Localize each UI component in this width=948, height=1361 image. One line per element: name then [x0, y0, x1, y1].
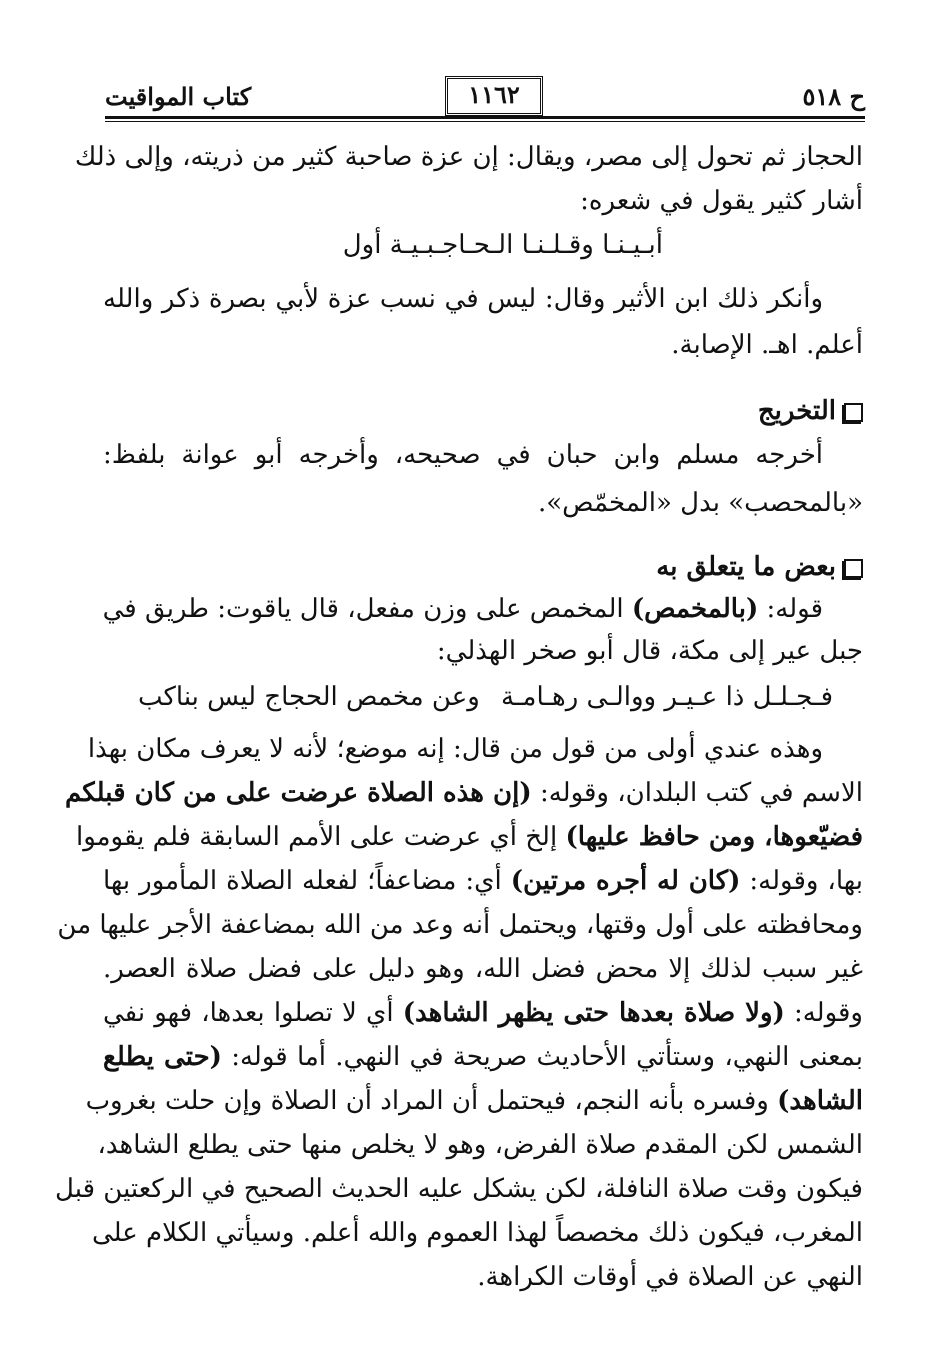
text-line: الشمس لكن المقدم صلاة الفرض، وهو لا يخلص منها حتى يطلع الشاهد، — [97, 1130, 863, 1160]
text-line: الشاهد) وفسره بأنه النجم، فيحتمل أن المراد أن الصلاة وإن حلت بغروب — [85, 1086, 863, 1116]
verse-right-hemistich: فـجـلـل ذا عـيـر ووالـى رهـامـة — [501, 682, 833, 712]
text-line: المغرب، فيكون ذلك مخصصاً لهذا العموم والله أعلم. وسيأتي الكلام على — [92, 1218, 863, 1248]
page-number: ١١٦٢ — [445, 76, 543, 116]
quoted-phrase: الشاهد) — [777, 1086, 863, 1116]
text-line: ومحافظته على أول وقتها، ويحتمل أنه وعد من الله بمضاعفة الأجر عليها من — [57, 910, 863, 940]
square-bullet-icon — [844, 559, 863, 578]
section-heading-label: بعض ما يتعلق به — [656, 552, 836, 582]
text-line: بها، وقوله: (كان له أجره مرتين) أي: مضاعفاً؛ لفعله الصلاة المأمور بها — [103, 866, 863, 896]
text-line: وهذه عندي أولى من قول من قال: إنه موضع؛ لأنه لا يعرف مكان بهذا — [87, 734, 823, 764]
section-heading-takhrij — [758, 396, 863, 426]
hadith-number: ح ٥١٨ — [802, 82, 865, 111]
text-line: جبل عير إلى مكة، قال أبو صخر الهذلي: — [436, 636, 863, 666]
text-line: الاسم في كتب البلدان، وقوله: (إن هذه الصلاة عرضت على من كان قبلكم — [64, 778, 863, 808]
quoted-phrase: (إن هذه الصلاة عرضت على من كان قبلكم — [64, 778, 532, 808]
square-bullet-icon — [844, 403, 863, 422]
text-line: وقوله: (ولا صلاة بعدها حتى يظهر الشاهد) أي لا تصلوا بعدها، فهو نفي — [103, 998, 863, 1028]
text-line: غير سبب لذلك إلا محض فضل الله، وهو دليل على فضل صلاة العصر. — [103, 954, 863, 984]
text-line: قوله: (بالمخمص) المخمص على وزن مفعل، قال ياقوت: طريق في — [102, 594, 823, 624]
quoted-phrase: (ولا صلاة بعدها حتى يظهر الشاهد) — [402, 998, 785, 1028]
text-line: الحجاز ثم تحول إلى مصر، ويقال: إن عزة صاحبة كثير من ذريته، وإلى ذلك — [74, 142, 863, 172]
quoted-phrase: فضيّعوها، ومن حافظ عليها) — [565, 822, 863, 852]
text-line: أشار كثير يقول في شعره: — [580, 186, 863, 216]
quoted-phrase: (بالمخمص) — [631, 594, 759, 624]
verse-line: أبـيـنـا وقـلـنـا الـحـاجـبـيـة أول — [342, 230, 663, 260]
text-line: «بالمحصب» بدل «المخمّص». — [537, 488, 863, 518]
text-line: فضيّعوها، ومن حافظ عليها) إلخ أي عرضت على الأمم السابقة فلم يقوموا — [75, 822, 863, 852]
text-line: بمعنى النهي، وستأتي الأحاديث صريحة في النهي. أما قوله: (حتى يطلع — [103, 1042, 863, 1072]
page-header — [105, 76, 865, 122]
header-rule — [105, 116, 865, 119]
quoted-phrase: (كان له أجره مرتين) — [510, 866, 741, 896]
text-line: أخرجه مسلم وابن حبان في صحيحه، وأخرجه أبو عوانة بلفظ: — [103, 440, 824, 470]
section-heading-label: التخريج — [757, 396, 836, 426]
verse-left-hemistich: وعن مخمص الحجاج ليس بناكب — [138, 682, 480, 712]
quoted-phrase: (حتى يطلع — [103, 1042, 222, 1072]
header-rule-thin — [105, 121, 865, 122]
section-heading-related — [656, 552, 863, 582]
text-line: فيكون وقت صلاة النافلة، لكن يشكل عليه الحديث الصحيح في الركعتين قبل — [55, 1174, 863, 1204]
text-line: وأنكر ذلك ابن الأثير وقال: ليس في نسب عزة لأبي بصرة ذكر والله — [103, 284, 823, 314]
text-line: أعلم. اهـ. الإصابة. — [671, 330, 863, 360]
text-line: النهي عن الصلاة في أوقات الكراهة. — [477, 1262, 863, 1292]
book-title: كتاب المواقيت — [105, 82, 252, 111]
